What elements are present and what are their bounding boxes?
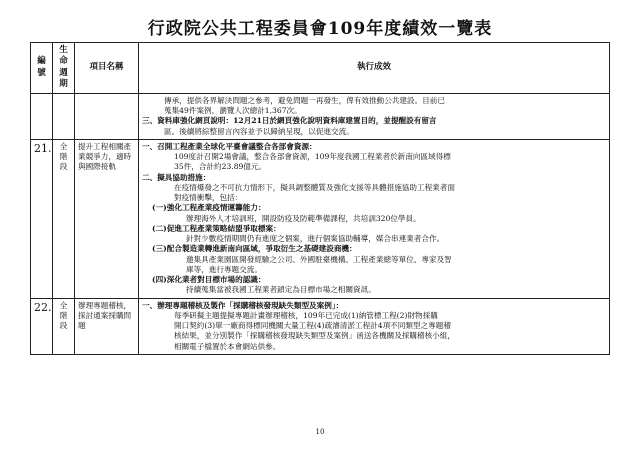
text-line: 每季研擬主題提擬專題計畫辦理稽核，109年已完成(1)納管標工程(2)財物採購 [174,310,438,320]
text-line: 相關電子檔置於本會網站供參。 [174,341,281,351]
row-item-name: 提升工程相關產業競爭力，適時與國際接軌 [75,139,139,298]
result-cell [139,139,610,298]
performance-table [30,42,610,355]
text-line: 二、擬具協助措施： [142,172,211,182]
table-row [31,298,610,354]
text-line: 傳承，提供各界解決問題之參考，避免問題一再發生，俾有效推動公共建設。目前已 [164,95,445,105]
result-cell [139,93,610,139]
text-line: 對疫情衝擊，包括： [174,193,243,203]
text-line: 一、辦理專題稽核及製作「採購稽核發現缺失類型及案例」： [142,300,344,310]
row-cycle: 全階段 [53,139,75,298]
text-line: 庫等，進行專題交流。 [186,264,262,274]
row-item-name: 辦理專題稽核，探討通案採購問題 [75,298,139,354]
page-number: 10 [315,428,325,436]
table-header-row [31,43,610,94]
header-result: 執行成效 [139,43,610,94]
text-line: (一)強化工程產業疫情運籌能力： [152,203,266,213]
header-cycle: 生命週期 [53,43,75,94]
text-line: 三、資料庫強化網頁說明：12月21日於網頁強化說明資料庫建置目的，並提醒設有留言 [142,116,437,126]
text-line: 針對少數疫情期間仍有進度之個案，進行個案協助輔導，媒合串連業者合作。 [186,234,445,244]
row-number: 21. [31,139,53,298]
text-line: 在疫情爆發之不可抗力情形下，擬具調整體質及強化支援等具體措施協助工程業者面 [174,182,455,192]
page-title: 行政院公共工程委員會109年度績效一覽表 [147,19,493,39]
text-line: 持續蒐集當被我國工程業者鎖定為目標市場之相關資訊。 [186,285,376,295]
text-line: 一、召開工程產業全球化平臺會議整合各部會資源： [142,141,317,151]
text-line: (二)促進工程產業策略結盟爭取標案： [152,223,281,233]
text-line: 區。後續將綜整留言內容並予以歸納呈現，以促進交流。 [164,126,354,136]
text-line: 核結果，並分別製作「採購稽核發現缺失類型及案例」函送各機關及採購稽核小組， [174,331,455,341]
text-line: 35件，合計約23.89億元。 [174,162,267,172]
text-line: (四)深化業者對目標市場的認識： [152,275,266,285]
table-row [31,139,610,298]
text-line: 辦理海外人才培訓班，開設防疫及防範準備課程，共培訓320位學員。 [186,213,421,223]
row-cycle: 全階段 [53,298,75,354]
text-line: 邀集具產業園區開發經驗之公司、外國駐臺機構、工程產業總等單位、專家及智 [186,254,452,264]
row-number: 22. [31,298,53,354]
header-number: 編號 [31,43,53,94]
result-cell [139,298,610,354]
header-item-name: 項目名稱 [75,43,139,94]
text-line: 開口契約(3)單一廠商得標同機關大量工程(4)疏濬清淤工程計4項不同類型之專題稽 [174,321,451,331]
text-line: (三)配合製造業轉進新南向區域，爭取衍生之基礎建設商機： [152,244,357,254]
text-line: 109度計召開2場會議，整合各部會資源，109年度我國工程業者於新南向區域得標 [174,152,451,162]
text-line: 蒐集49件案例，瀏覽人次總計1,367次。 [164,106,302,116]
table-row-continued [31,93,610,139]
